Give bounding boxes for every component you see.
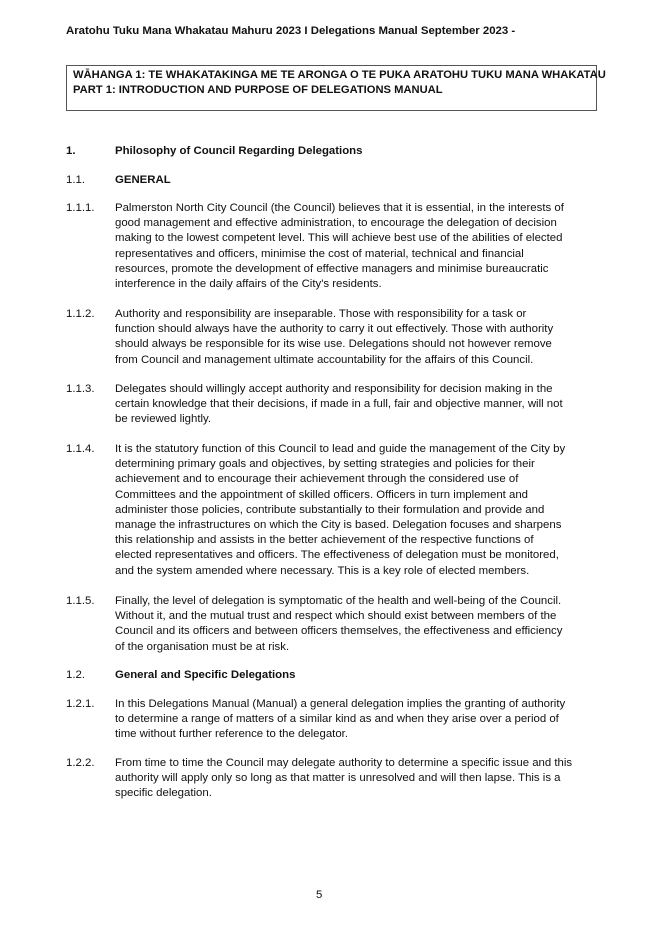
text-line: this relationship and assists in the better achievement of the respective functions of [115, 534, 534, 547]
paragraph-number: 1.1.1. [66, 202, 95, 214]
text-line: from Council and management ultimate accountability for the affairs of this Council. [115, 353, 534, 366]
text-line: Committees and the appointment of skilled officers. Officers in turn implement and [115, 488, 529, 501]
text-line: resources, promote the development of effective managers and minimise bureaucratic [115, 262, 549, 275]
paragraph-text [115, 442, 583, 579]
part-title-box [66, 65, 606, 111]
text-line: function should always have the authority to carry it out effectively. Those with authority [115, 323, 554, 336]
text-line: making to the lowest competent level. This will achieve best use of the abilities of elected [115, 232, 563, 245]
text-line: good management and effective administration, to encourage the delegation of decision [115, 217, 557, 230]
text-line: From time to time the Council may delegate authority to determine a specific issue and this [115, 757, 573, 769]
text-line: achievement and to encourage their achievement through the considered use of [115, 473, 519, 486]
text-line: Palmerston North City Council (the Council) believes that it is essential, in the interests of [115, 202, 564, 214]
section-1-number: 1. [66, 145, 76, 157]
text-line: certain knowledge that their decisions, if made in a full, fair and objective manner, will not [115, 398, 563, 411]
paragraph-number: 1.2.2. [66, 757, 95, 769]
text-line: manage the infrastructures on which the City is based. Delegation focuses and sharpens [115, 519, 562, 532]
text-line: Without it, and the mutual trust and respect which should exist between members of the [115, 610, 557, 623]
text-line: Delegates should willingly accept authority and responsibility for decision making in the [115, 383, 553, 395]
paragraph-text [115, 201, 583, 292]
page-number: 5 [316, 889, 323, 901]
text-line: It is the statutory function of this Council to lead and guide the management of the City by [115, 443, 566, 455]
text-line: representatives and officers, minimise the cost of material, technical and financial [115, 247, 524, 260]
text-line: to determine a range of matters of a similar kind as and when they arise over a period of [115, 713, 559, 726]
paragraph-text [115, 756, 583, 802]
paragraph-text [115, 594, 583, 655]
text-line: authority will apply only so long as that matter is unresolved and will then lapse. This is a [115, 772, 561, 785]
text-line: and the system amended where necessary. This is a key role of elected members. [115, 564, 530, 577]
text-line: Authority and responsibility are inseparable. Those with responsibility for a task or [115, 308, 527, 320]
text-line: of the organisation must be at risk. [115, 640, 290, 653]
text-line: administer those policies, contribute substantially to their formulation and provide and [115, 503, 545, 516]
text-line: In this Delegations Manual (Manual) a general delegation implies the granting of authority [115, 698, 566, 710]
subsection-1-2-number: 1.2. [66, 669, 85, 681]
text-line: determining primary goals and objectives, by setting strategies and policies for their [115, 458, 535, 471]
paragraph-text [115, 697, 583, 743]
text-line: elected representatives and officers. The effectiveness of delegation must be monitored, [115, 549, 559, 562]
text-line: specific delegation. [115, 787, 212, 800]
text-line: Finally, the level of delegation is symptomatic of the health and well-being of the Council. [115, 595, 562, 607]
running-header: Aratohu Tuku Mana Whakatau Mahuru 2023 I Delegations Manual September 2023 - [66, 25, 516, 37]
part-title-maori: WĀHANGA 1: TE WHAKATAKINGA ME TE ARONGA O TE PUKA ARATOHU TUKU MANA WHAKATAU [73, 69, 606, 81]
text-line: be reviewed lightly. [115, 413, 212, 426]
section-1-title: Philosophy of Council Regarding Delegations [115, 145, 363, 157]
paragraph-number: 1.1.2. [66, 308, 95, 320]
subsection-1-2-title: General and Specific Delegations [115, 669, 296, 681]
part-title-english: PART 1: INTRODUCTION AND PURPOSE OF DELEGATIONS MANUAL [73, 84, 443, 96]
paragraph-number: 1.1.3. [66, 383, 95, 395]
paragraph-text [115, 382, 583, 428]
paragraph-number: 1.2.1. [66, 698, 95, 710]
paragraph-number: 1.1.4. [66, 443, 95, 455]
paragraph-number: 1.1.5. [66, 595, 95, 607]
subsection-1-1-number: 1.1. [66, 174, 85, 186]
text-line: Council and its officers and between officers themselves, the effectiveness and efficiency [115, 625, 563, 638]
subsection-1-1-title: GENERAL [115, 174, 171, 186]
text-line: should always be responsible for its wise use. Delegations should not however remove [115, 338, 552, 351]
text-line: interference in the daily affairs of the City's residents. [115, 278, 382, 291]
text-line: time without further reference to the delegator. [115, 728, 349, 741]
paragraph-text [115, 307, 583, 368]
